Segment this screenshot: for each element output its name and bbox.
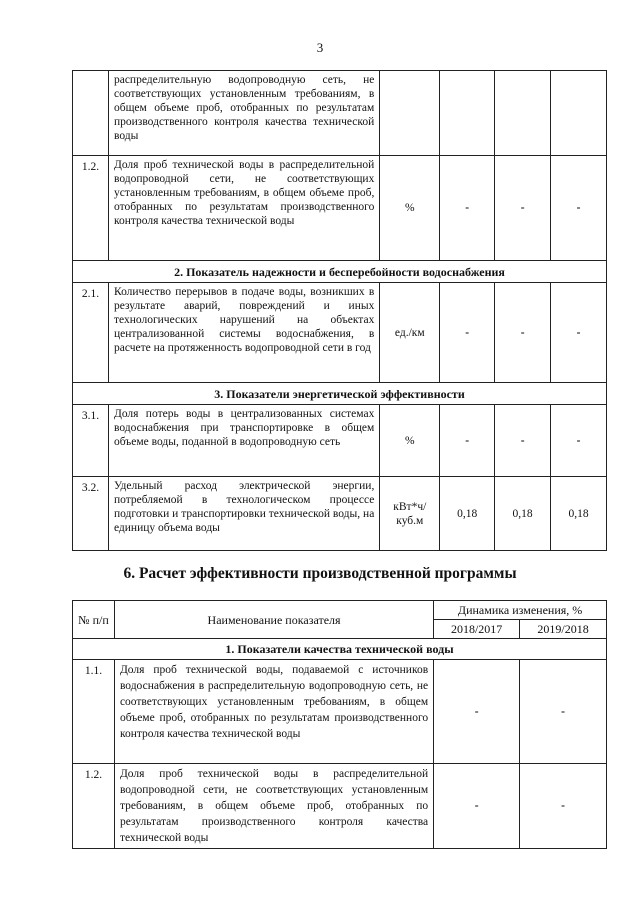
header-name: Наименование показателя bbox=[114, 601, 433, 639]
row-value: - bbox=[520, 660, 607, 764]
row-value: - bbox=[434, 764, 520, 849]
row-value: 0,18 bbox=[551, 477, 607, 551]
row-unit: кВт*ч/ куб.м bbox=[380, 477, 440, 551]
row-description: Доля проб технической воды, подаваемой с источников водоснабжения в распределительную водопроводную сеть, не соответствующих установленным требованиям, в общем объеме проб, отобранных по результатам производственного контроля качества технической воды bbox=[114, 660, 433, 764]
row-value: - bbox=[551, 283, 607, 383]
row-value bbox=[440, 71, 495, 156]
row-number: 3.2. bbox=[73, 477, 109, 551]
row-value: 0,18 bbox=[440, 477, 495, 551]
row-number: 1.1. bbox=[73, 660, 115, 764]
efficiency-table bbox=[72, 600, 607, 849]
table-row bbox=[73, 71, 607, 156]
row-number: 2.1. bbox=[73, 283, 109, 383]
row-value: - bbox=[551, 156, 607, 261]
row-number: 3.1. bbox=[73, 405, 109, 477]
row-unit: % bbox=[380, 405, 440, 477]
row-value: 0,18 bbox=[495, 477, 551, 551]
page-number: 3 bbox=[316, 40, 324, 55]
row-unit: ед./км bbox=[380, 283, 440, 383]
table-row bbox=[73, 405, 607, 477]
row-description: Количество перерывов в подаче воды, возникших в результате аварий, повреждений и иных технологических нарушений на объектах централизованной системы водоснабжения, в расчете на протяженность водопроводной сети в год bbox=[108, 283, 379, 383]
header-period: 2018/2017 bbox=[434, 620, 520, 639]
row-number bbox=[73, 71, 109, 156]
header-dynamics: Динамика изменения, % bbox=[434, 601, 607, 620]
header-row bbox=[73, 601, 607, 620]
section-heading: 3. Показатели энергетической эффективности bbox=[73, 383, 607, 405]
row-value: - bbox=[434, 660, 520, 764]
section-row bbox=[73, 639, 607, 660]
row-value: - bbox=[551, 405, 607, 477]
row-value: - bbox=[495, 283, 551, 383]
row-value: - bbox=[495, 156, 551, 261]
row-description: Удельный расход электрической энергии, потребляемой в технологическом процессе подготовки и транспортировки технической воды, на единицу объема воды bbox=[108, 477, 379, 551]
row-value bbox=[495, 71, 551, 156]
indicators-table bbox=[72, 70, 607, 551]
row-value: - bbox=[520, 764, 607, 849]
section-row bbox=[73, 261, 607, 283]
row-description: Доля проб технической воды в распределительной водопроводной сети, не соответствующих установленным требованиям, в общем объеме проб, отобранных по результатам производственного контроля качества технической воды bbox=[108, 156, 379, 261]
table-row bbox=[73, 283, 607, 383]
row-unit: % bbox=[380, 156, 440, 261]
section-heading: 1. Показатели качества технической воды bbox=[73, 639, 607, 660]
row-value: - bbox=[440, 405, 495, 477]
row-value: - bbox=[440, 283, 495, 383]
section-6-title: 6. Расчет эффективности производственной программы bbox=[123, 565, 517, 582]
row-value: - bbox=[440, 156, 495, 261]
header-period: 2019/2018 bbox=[520, 620, 607, 639]
section-row bbox=[73, 383, 607, 405]
row-description: Доля проб технической воды в распределительной водопроводной сети, не соответствующих установленным требованиям, в общем объеме проб, отобранных по результатам производственного контроля качества технической воды bbox=[114, 764, 433, 849]
row-value bbox=[551, 71, 607, 156]
table-row bbox=[73, 764, 607, 849]
table-row bbox=[73, 156, 607, 261]
section-heading: 2. Показатель надежности и бесперебойности водоснабжения bbox=[73, 261, 607, 283]
row-number: 1.2. bbox=[73, 764, 115, 849]
row-description: распределительную водопроводную сеть, не соответствующих установленным требованиям, в общем объеме проб, отобранных по результатам производственного контроля качества технической воды bbox=[108, 71, 379, 156]
table-row bbox=[73, 477, 607, 551]
header-num: № п/п bbox=[73, 601, 115, 639]
table-row bbox=[73, 660, 607, 764]
row-description: Доля потерь воды в централизованных системах водоснабжения при транспортировке в общем объеме воды, поданной в водопроводную сеть bbox=[108, 405, 379, 477]
row-value: - bbox=[495, 405, 551, 477]
row-unit bbox=[380, 71, 440, 156]
row-number: 1.2. bbox=[73, 156, 109, 261]
